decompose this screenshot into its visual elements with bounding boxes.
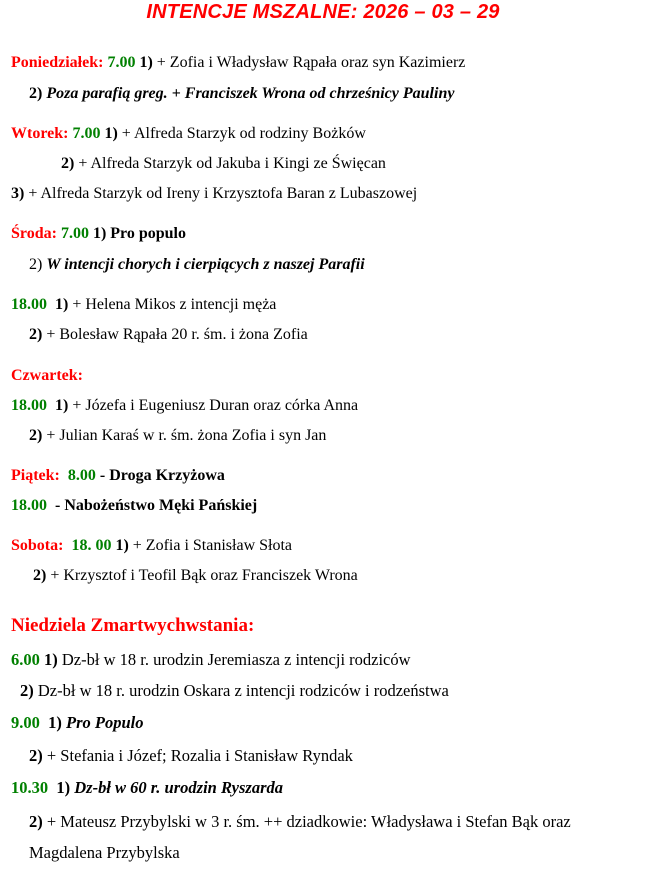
intention-number: 2) [29,256,43,273]
intention-number: 2) [29,326,43,343]
sunday-line-6 [29,812,571,832]
mass-time: 10.30 [11,778,49,797]
intention-text: + Krzysztof i Teofil Bąk oraz Franciszek Wrona [50,567,358,584]
day-label: Wtorek: [11,125,69,142]
intention-number: 2) [33,567,47,584]
service-name: Nabożeństwo Męki Pańskiej [64,497,258,514]
intention-text: + Mateusz Przybylski w 3 r. śm. ++ dziadkowie: Władysława i Stefan Bąk oraz [46,812,571,831]
intention-number: 1) [56,778,71,797]
intention-text: + Alfreda Starzyk od rodziny Bożków [121,125,366,142]
sunday-line-5 [11,778,283,798]
thursday-line-2 [11,396,358,416]
friday-line-1 [11,466,225,486]
intention-text: Dz-bł w 60 r. urodzin Ryszarda [74,778,284,797]
wednesday-line-3 [11,295,276,315]
mass-time: 18. 00 [71,537,112,554]
saturday-line-2 [33,566,358,586]
page-title: INTENCJE MSZALNE: 2026 – 03 – 29 [146,1,500,23]
wednesday-line-2 [29,255,365,275]
monday-line-2 [29,84,454,104]
intention-text: Dz-bł w 18 r. urodzin Oskara z intencji rodziców i rodzeństwa [37,681,449,700]
intention-number: 2) [29,812,43,831]
tuesday-line-3 [11,184,417,204]
intention-text: + Alfreda Starzyk od Jakuba i Kingi ze Święcan [78,155,386,172]
sunday-line-1 [11,650,411,670]
day-label: Czwartek: [11,367,83,384]
service-name: Droga Krzyżowa [109,467,225,484]
intention-number: 1) [55,397,69,414]
intention-text: + Zofia i Stanisław Słota [132,537,293,554]
intention-text: + Józefa i Eugeniusz Duran oraz córka Anna [72,397,359,414]
mass-time: 18.00 [11,497,47,514]
intention-number: 1) [104,125,118,142]
intention-text: + Stefania i Józef; Rozalia i Stanisław Ryndak [46,746,353,765]
tuesday-line-2 [61,154,386,174]
day-label: Niedziela Zmartwychwstania: [11,615,255,636]
intention-text: Dz-bł w 18 r. urodzin Jeremiasza z intencji rodziców [61,650,411,669]
mass-time: 7.00 [72,125,101,142]
intention-number: 2) [29,427,43,444]
intention-number: 1) [139,54,153,71]
saturday-line-1 [11,536,292,556]
thursday-line-3 [29,426,326,446]
day-label: Sobota: [11,537,64,554]
intention-text: + Helena Mikos z intencji męża [72,296,277,313]
intention-text: + Zofia i Władysław Rąpała oraz syn Kazimierz [156,54,466,71]
sunday-line-4 [29,746,353,766]
sunday-line-7 [29,843,180,863]
intention-number: 2) [20,681,34,700]
mass-time: 7.00 [107,54,136,71]
wednesday-line-4 [29,325,308,345]
sunday-line-2 [20,681,449,701]
thursday-line-1 [11,366,83,386]
monday-line-1 [11,53,465,73]
intention-text: Pro Populo [66,713,144,732]
wednesday-line-1 [11,224,186,244]
intention-number: 1) [115,537,129,554]
intention-number: 1) [55,296,69,313]
sunday-heading [11,616,254,637]
separator: - [55,497,61,514]
intention-number: 2) [29,85,43,102]
mass-time: 18.00 [11,397,47,414]
intention-number: 2) [61,155,75,172]
intention-text: + Bolesław Rąpała 20 r. śm. i żona Zofia [46,326,308,343]
intention-text: + Alfreda Starzyk od Ireny i Krzysztofa Baran z Lubaszowej [28,185,418,202]
friday-line-2 [11,496,257,516]
mass-time: 7.00 [60,225,89,242]
sunday-line-3 [11,713,143,733]
intention-text: Magdalena Przybylska [29,843,180,862]
intention-number: 1) [92,225,107,242]
day-label: Piątek: [11,467,60,484]
intention-text: Poza parafią greg. + Franciszek Wrona od chrześnicy Pauliny [46,85,455,102]
intention-text: W intencji chorych i cierpiących z naszej Parafii [46,256,365,273]
mass-time: 18.00 [11,296,47,313]
mass-time: 8.00 [67,467,96,484]
intention-number: 1) [48,713,62,732]
separator: - [99,467,106,484]
intention-text: + Julian Karaś w r. śm. żona Zofia i syn Jan [46,427,327,444]
intention-number: 2) [29,746,43,765]
mass-time: 6.00 [11,650,40,669]
intention-number: 1) [44,650,58,669]
intention-number: 3) [11,185,25,202]
intention-text: Pro populo [110,225,186,242]
day-label: Środa: [11,225,57,242]
tuesday-line-1 [11,124,366,144]
day-label: Poniedziałek: [11,54,104,71]
mass-time: 9.00 [11,713,40,732]
